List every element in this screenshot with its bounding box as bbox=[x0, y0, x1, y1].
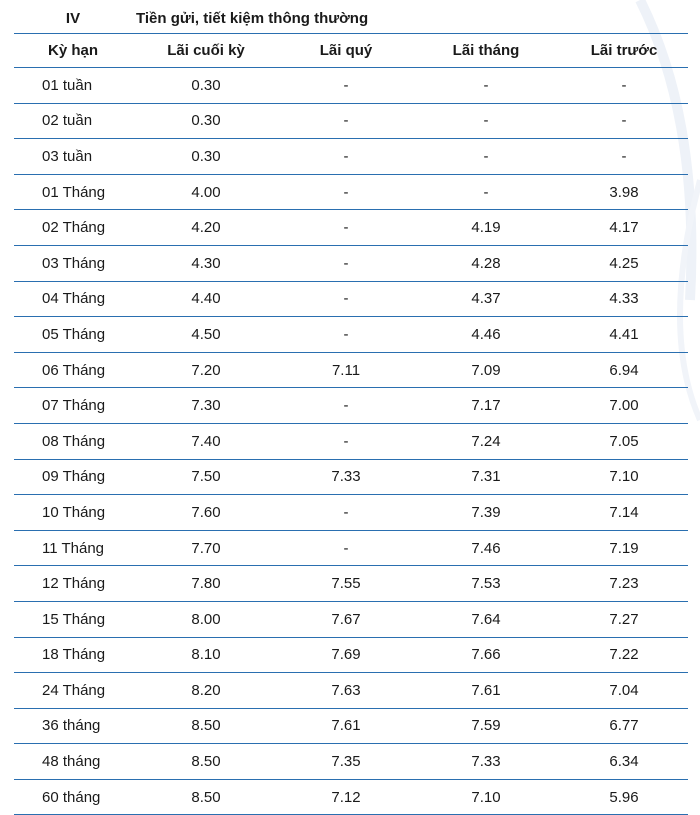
monthly-rate-cell: - bbox=[412, 103, 560, 139]
end-of-term-rate-cell: 0.30 bbox=[132, 68, 280, 104]
end-of-term-rate-cell: 0.30 bbox=[132, 139, 280, 175]
term-cell: 08 Tháng bbox=[14, 423, 132, 459]
end-of-term-rate-cell: 4.50 bbox=[132, 317, 280, 353]
upfront-rate-cell: - bbox=[560, 68, 688, 104]
upfront-rate-cell: 4.17 bbox=[560, 210, 688, 246]
monthly-rate-cell: 7.46 bbox=[412, 530, 560, 566]
term-cell: 03 tuần bbox=[14, 139, 132, 175]
quarterly-rate-cell: 7.35 bbox=[280, 744, 412, 780]
term-cell: 05 Tháng bbox=[14, 317, 132, 353]
table-row bbox=[14, 281, 688, 317]
quarterly-rate-cell: 7.55 bbox=[280, 566, 412, 602]
table-row bbox=[14, 388, 688, 424]
term-cell: 04 Tháng bbox=[14, 281, 132, 317]
end-of-term-rate-cell: 7.50 bbox=[132, 459, 280, 495]
term-cell: 07 Tháng bbox=[14, 388, 132, 424]
upfront-rate-cell: 6.34 bbox=[560, 744, 688, 780]
header-quarterly: Lãi quý bbox=[280, 34, 412, 68]
section-number: IV bbox=[14, 4, 132, 34]
upfront-rate-cell: 6.94 bbox=[560, 352, 688, 388]
section-title: Tiền gửi, tiết kiệm thông thường bbox=[132, 4, 688, 34]
end-of-term-rate-cell: 4.00 bbox=[132, 174, 280, 210]
end-of-term-rate-cell: 8.10 bbox=[132, 637, 280, 673]
upfront-rate-cell: 7.19 bbox=[560, 530, 688, 566]
quarterly-rate-cell: - bbox=[280, 530, 412, 566]
table-row bbox=[14, 103, 688, 139]
table-row bbox=[14, 174, 688, 210]
quarterly-rate-cell: 7.33 bbox=[280, 459, 412, 495]
monthly-rate-cell: 7.64 bbox=[412, 601, 560, 637]
table-row bbox=[14, 352, 688, 388]
table-row bbox=[14, 68, 688, 104]
upfront-rate-cell: 7.04 bbox=[560, 673, 688, 709]
upfront-rate-cell: 4.33 bbox=[560, 281, 688, 317]
upfront-rate-cell: 7.14 bbox=[560, 495, 688, 531]
table-row bbox=[14, 708, 688, 744]
monthly-rate-cell: 7.59 bbox=[412, 708, 560, 744]
table-row bbox=[14, 210, 688, 246]
quarterly-rate-cell: - bbox=[280, 68, 412, 104]
upfront-rate-cell: 7.23 bbox=[560, 566, 688, 602]
term-cell: 02 Tháng bbox=[14, 210, 132, 246]
quarterly-rate-cell: 7.69 bbox=[280, 637, 412, 673]
upfront-rate-cell: 7.22 bbox=[560, 637, 688, 673]
table-row bbox=[14, 637, 688, 673]
term-cell: 01 tuần bbox=[14, 68, 132, 104]
quarterly-rate-cell: - bbox=[280, 495, 412, 531]
end-of-term-rate-cell: 4.20 bbox=[132, 210, 280, 246]
term-cell: 15 Tháng bbox=[14, 601, 132, 637]
header-upfront: Lãi trước bbox=[560, 34, 688, 68]
monthly-rate-cell: 7.61 bbox=[412, 673, 560, 709]
quarterly-rate-cell: 7.11 bbox=[280, 352, 412, 388]
table-row bbox=[14, 779, 688, 815]
section-title-row bbox=[14, 4, 688, 34]
quarterly-rate-cell: - bbox=[280, 210, 412, 246]
term-cell: 60 tháng bbox=[14, 779, 132, 815]
monthly-rate-cell: 7.10 bbox=[412, 779, 560, 815]
quarterly-rate-cell: - bbox=[280, 103, 412, 139]
quarterly-rate-cell: - bbox=[280, 317, 412, 353]
end-of-term-rate-cell: 7.30 bbox=[132, 388, 280, 424]
term-cell: 11 Tháng bbox=[14, 530, 132, 566]
term-cell: 24 Tháng bbox=[14, 673, 132, 709]
end-of-term-rate-cell: 7.60 bbox=[132, 495, 280, 531]
upfront-rate-cell: 3.98 bbox=[560, 174, 688, 210]
quarterly-rate-cell: 7.67 bbox=[280, 601, 412, 637]
interest-rate-table bbox=[14, 4, 688, 815]
quarterly-rate-cell: 7.63 bbox=[280, 673, 412, 709]
header-monthly: Lãi tháng bbox=[412, 34, 560, 68]
end-of-term-rate-cell: 4.40 bbox=[132, 281, 280, 317]
end-of-term-rate-cell: 8.50 bbox=[132, 779, 280, 815]
end-of-term-rate-cell: 7.40 bbox=[132, 423, 280, 459]
table-row bbox=[14, 530, 688, 566]
table-row bbox=[14, 744, 688, 780]
quarterly-rate-cell: 7.12 bbox=[280, 779, 412, 815]
quarterly-rate-cell: - bbox=[280, 139, 412, 175]
quarterly-rate-cell: - bbox=[280, 281, 412, 317]
term-cell: 06 Tháng bbox=[14, 352, 132, 388]
monthly-rate-cell: 7.09 bbox=[412, 352, 560, 388]
table-row bbox=[14, 601, 688, 637]
term-cell: 18 Tháng bbox=[14, 637, 132, 673]
quarterly-rate-cell: - bbox=[280, 245, 412, 281]
column-header-row bbox=[14, 34, 688, 68]
upfront-rate-cell: 4.25 bbox=[560, 245, 688, 281]
monthly-rate-cell: - bbox=[412, 68, 560, 104]
upfront-rate-cell: - bbox=[560, 139, 688, 175]
table-row bbox=[14, 317, 688, 353]
term-cell: 02 tuần bbox=[14, 103, 132, 139]
quarterly-rate-cell: - bbox=[280, 388, 412, 424]
upfront-rate-cell: 5.96 bbox=[560, 779, 688, 815]
monthly-rate-cell: 7.66 bbox=[412, 637, 560, 673]
upfront-rate-cell: 7.05 bbox=[560, 423, 688, 459]
table-row bbox=[14, 245, 688, 281]
end-of-term-rate-cell: 0.30 bbox=[132, 103, 280, 139]
monthly-rate-cell: 7.31 bbox=[412, 459, 560, 495]
table-row bbox=[14, 566, 688, 602]
end-of-term-rate-cell: 7.80 bbox=[132, 566, 280, 602]
monthly-rate-cell: 4.37 bbox=[412, 281, 560, 317]
upfront-rate-cell: 7.27 bbox=[560, 601, 688, 637]
term-cell: 10 Tháng bbox=[14, 495, 132, 531]
header-end-of-term: Lãi cuối kỳ bbox=[132, 34, 280, 68]
table-row bbox=[14, 673, 688, 709]
end-of-term-rate-cell: 4.30 bbox=[132, 245, 280, 281]
monthly-rate-cell: 4.28 bbox=[412, 245, 560, 281]
monthly-rate-cell: - bbox=[412, 174, 560, 210]
quarterly-rate-cell: - bbox=[280, 423, 412, 459]
term-cell: 48 tháng bbox=[14, 744, 132, 780]
monthly-rate-cell: 4.46 bbox=[412, 317, 560, 353]
upfront-rate-cell: 7.10 bbox=[560, 459, 688, 495]
table-row bbox=[14, 139, 688, 175]
end-of-term-rate-cell: 7.70 bbox=[132, 530, 280, 566]
term-cell: 03 Tháng bbox=[14, 245, 132, 281]
upfront-rate-cell: 6.77 bbox=[560, 708, 688, 744]
term-cell: 09 Tháng bbox=[14, 459, 132, 495]
monthly-rate-cell: 7.24 bbox=[412, 423, 560, 459]
monthly-rate-cell: 4.19 bbox=[412, 210, 560, 246]
table-row bbox=[14, 459, 688, 495]
term-cell: 36 tháng bbox=[14, 708, 132, 744]
table-row bbox=[14, 495, 688, 531]
end-of-term-rate-cell: 8.50 bbox=[132, 744, 280, 780]
monthly-rate-cell: 7.53 bbox=[412, 566, 560, 602]
upfront-rate-cell: - bbox=[560, 103, 688, 139]
end-of-term-rate-cell: 7.20 bbox=[132, 352, 280, 388]
upfront-rate-cell: 4.41 bbox=[560, 317, 688, 353]
upfront-rate-cell: 7.00 bbox=[560, 388, 688, 424]
term-cell: 01 Tháng bbox=[14, 174, 132, 210]
end-of-term-rate-cell: 8.20 bbox=[132, 673, 280, 709]
quarterly-rate-cell: 7.61 bbox=[280, 708, 412, 744]
monthly-rate-cell: 7.17 bbox=[412, 388, 560, 424]
header-term: Kỳ hạn bbox=[14, 34, 132, 68]
monthly-rate-cell: - bbox=[412, 139, 560, 175]
monthly-rate-cell: 7.33 bbox=[412, 744, 560, 780]
monthly-rate-cell: 7.39 bbox=[412, 495, 560, 531]
quarterly-rate-cell: - bbox=[280, 174, 412, 210]
term-cell: 12 Tháng bbox=[14, 566, 132, 602]
table-row bbox=[14, 423, 688, 459]
end-of-term-rate-cell: 8.00 bbox=[132, 601, 280, 637]
end-of-term-rate-cell: 8.50 bbox=[132, 708, 280, 744]
